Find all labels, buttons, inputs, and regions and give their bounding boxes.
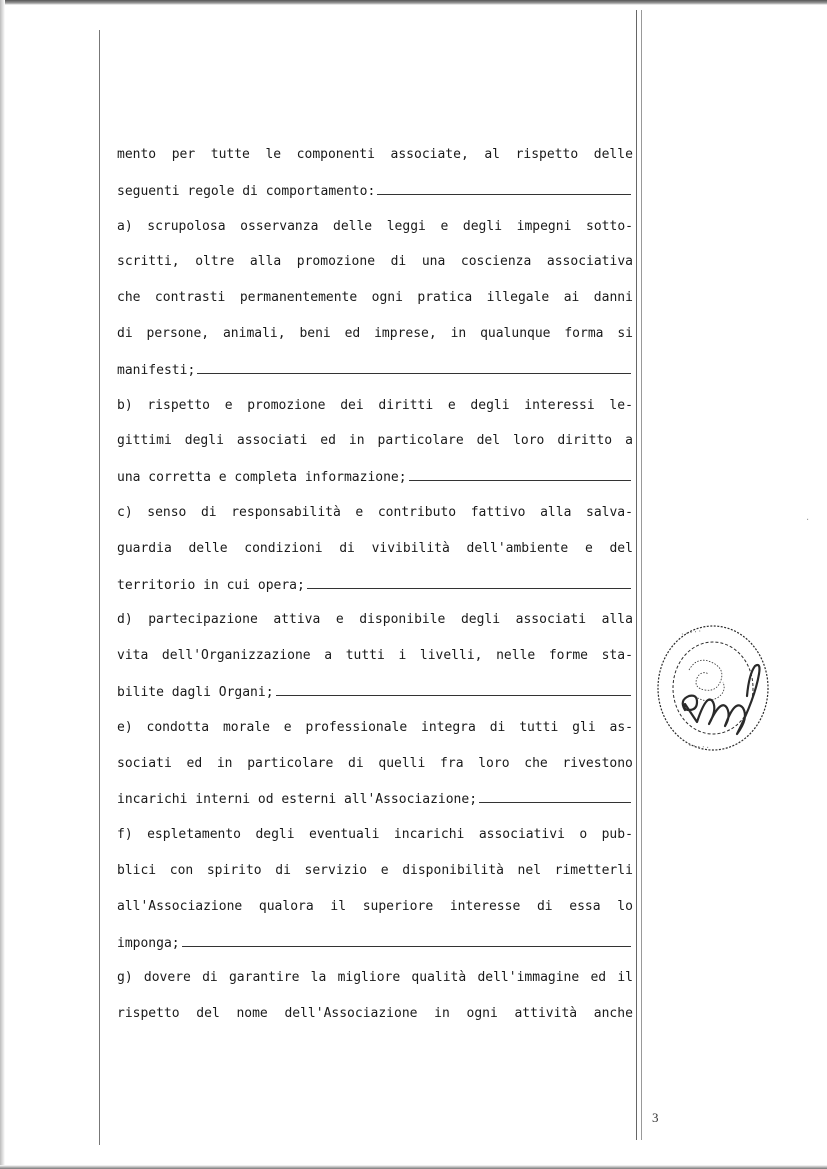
- document-line-text: gittimi degli associati ed in particolare del loro diritto a: [117, 433, 633, 449]
- notary-seal-icon: [655, 618, 785, 758]
- fill-line: [307, 570, 631, 589]
- page-number: 3: [652, 1110, 659, 1125]
- document-line: [117, 140, 635, 176]
- document-line-text: una corretta e completa informazione;: [117, 470, 407, 486]
- document-line: [117, 283, 635, 319]
- document-line-text: incarichi interni od esterni all'Associazione;: [117, 792, 478, 808]
- fill-line: [197, 355, 631, 374]
- scan-border-top: [0, 0, 827, 5]
- document-line-text: che contrasti permanentemente ogni pratica illegale ai danni: [117, 290, 633, 306]
- document-line: [117, 426, 635, 462]
- document-line: [117, 892, 635, 928]
- document-line: [117, 963, 635, 999]
- document-line: [117, 713, 635, 749]
- document-line: [117, 999, 635, 1035]
- svg-text:· · · · ·: · · · · ·: [680, 627, 702, 639]
- document-line-text: c) senso di responsabilità e contributo fattivo alla salva-: [117, 504, 633, 520]
- document-line: [117, 641, 635, 677]
- document-line-text: a) scrupolosa osservanza delle leggi e degli impegni sotto-: [117, 218, 633, 234]
- scan-border-bottom: [0, 1165, 827, 1169]
- document-line-text: blici con spirito di servizio e disponibilità nel rimetterli: [117, 862, 633, 878]
- document-line-text: seguenti regole di comportamento:: [117, 183, 376, 199]
- fill-line: [377, 176, 631, 195]
- document-line-text: di persone, animali, beni ed imprese, in qualunque forma si: [117, 325, 633, 341]
- document-line: [117, 820, 635, 856]
- document-line: [117, 856, 635, 892]
- document-line: [117, 176, 635, 212]
- left-margin-rule: [99, 30, 100, 1145]
- document-line-text: imponga;: [117, 935, 180, 951]
- document-line: [117, 605, 635, 641]
- document-line-text: mento per tutte le componenti associate, al rispetto delle: [117, 147, 633, 162]
- document-line: [117, 462, 635, 498]
- document-line: [117, 498, 635, 534]
- document-line-text: manifesti;: [117, 362, 196, 378]
- document-line: [117, 319, 635, 355]
- document-body: [117, 140, 635, 1035]
- document-line-text: sociati ed in particolare di quelli fra loro che rivestono: [117, 755, 633, 771]
- document-line-text: d) partecipazione attiva e disponibile degli associati alla: [117, 612, 633, 628]
- document-line: [117, 749, 635, 785]
- document-line-text: rispetto del nome dell'Associazione in ogni attività anche: [117, 1006, 633, 1022]
- document-line: [117, 355, 635, 391]
- fill-line: [409, 462, 631, 481]
- document-line-text: all'Associazione qualora il superiore interesse di essa lo: [117, 898, 633, 914]
- document-line: [117, 784, 635, 820]
- right-margin-rule: [636, 10, 637, 1140]
- document-line-text: e) condotta morale e professionale integra di tutti gli as-: [117, 719, 633, 735]
- document-line: [117, 247, 635, 283]
- fill-line: [276, 677, 631, 696]
- svg-text:· · · · ·: · · · · ·: [688, 741, 710, 752]
- scan-border-left: [0, 0, 5, 1169]
- document-line-text: g) dovere di garantire la migliore qualità dell'immagine ed il: [117, 970, 633, 986]
- document-line: [117, 391, 635, 427]
- document-line: [117, 212, 635, 248]
- document-line: [117, 570, 635, 606]
- document-line-text: scritti, oltre alla promozione di una coscienza associativa: [117, 254, 633, 270]
- document-line-text: guardia delle condizioni di vivibilità dell'ambiente e del: [117, 540, 633, 556]
- document-line: [117, 534, 635, 570]
- document-line-text: bilite dagli Organi;: [117, 684, 274, 700]
- document-line-text: b) rispetto e promozione dei diritti e degli interessi le-: [117, 397, 633, 413]
- document-line: [117, 928, 635, 964]
- document-line: [117, 677, 635, 713]
- fill-line: [479, 784, 631, 803]
- scan-speck: ·: [806, 515, 810, 526]
- document-line-text: territorio in cui opera;: [117, 577, 305, 593]
- fill-line: [182, 928, 631, 947]
- document-line-text: vita dell'Organizzazione a tutti i livelli, nelle forme sta-: [117, 648, 633, 664]
- right-margin-rule-secondary: [641, 10, 642, 1140]
- document-line-text: f) espletamento degli eventuali incarichi associativi o pub-: [117, 827, 633, 843]
